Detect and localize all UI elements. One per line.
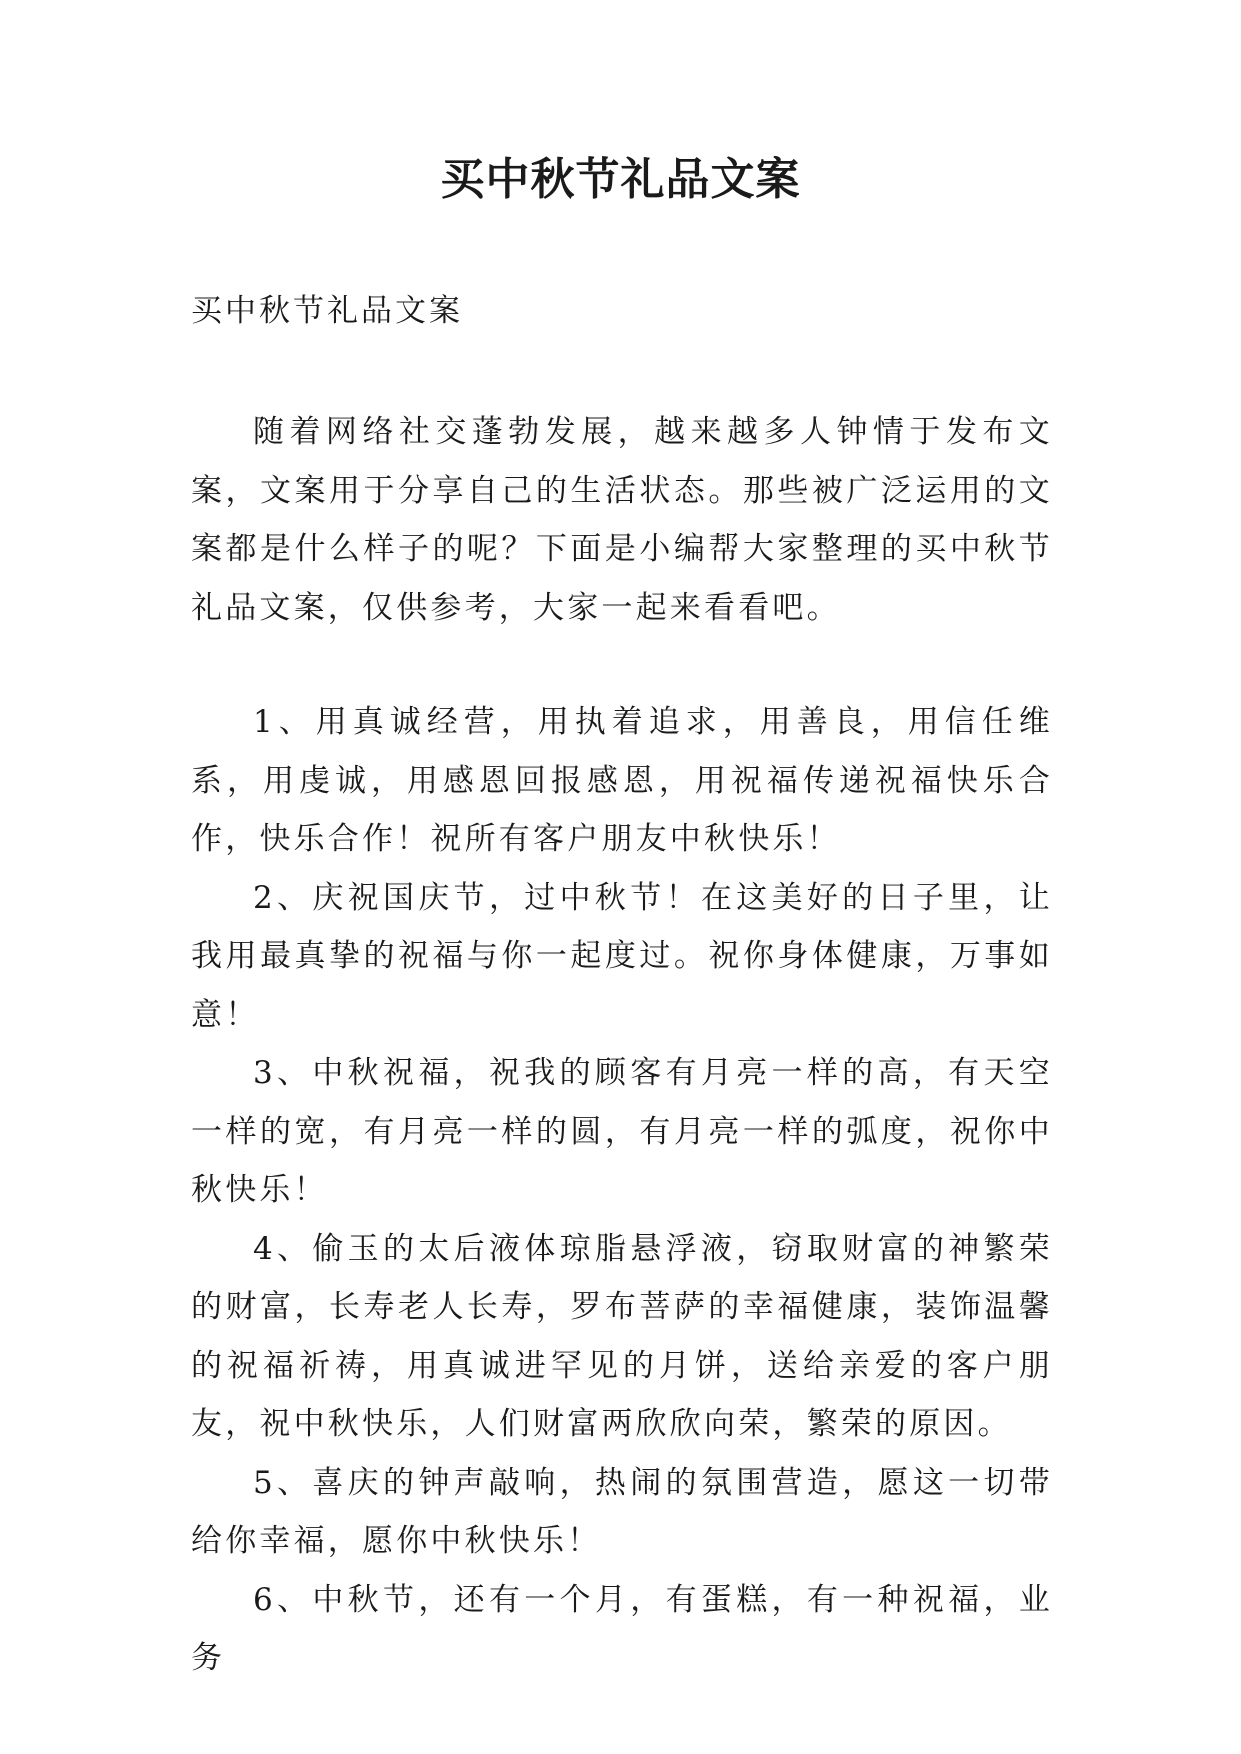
intro-section [191, 403, 1053, 637]
intro-paragraph: 随着网络社交蓬勃发展，越来越多人钟情于发布文案，文案用于分享自己的生活状态。那些被广泛运用的文案都是什么样子的呢？下面是小编帮大家整理的买中秋节礼品文案，仅供参考，大家一起来看看吧。 [191, 414, 1053, 626]
list-item: 1、用真诚经营，用执着追求，用善良，用信任维系，用虔诚，用感恩回报感恩，用祝福传递祝福快乐合作，快乐合作！祝所有客户朋友中秋快乐！ [191, 704, 1053, 857]
document-subtitle: 买中秋节礼品文案 [191, 293, 463, 329]
list-item: 3、中秋祝福，祝我的顾客有月亮一样的高，有天空一样的宽，有月亮一样的圆，有月亮一样的弧度，祝你中秋快乐！ [191, 1055, 1053, 1208]
list-item: 5、喜庆的钟声敲响，热闹的氛围营造，愿这一切带给你幸福，愿你中秋快乐！ [191, 1464, 1053, 1559]
items-section [191, 693, 1053, 1688]
list-item: 2、庆祝国庆节，过中秋节！在这美好的日子里，让我用最真挚的祝福与你一起度过。祝你身体健康，万事如意！ [191, 879, 1053, 1033]
document-title: 买中秋节礼品文案 [440, 154, 801, 205]
list-item: 6、中秋节，还有一个月，有蛋糕，有一种祝福，业务 [191, 1581, 1053, 1676]
list-item: 4、偷玉的太后液体琼脂悬浮液，窃取财富的神繁荣的财富，长寿老人长寿，罗布菩萨的幸福健康，装饰温馨的祝福祈祷，用真诚进罕见的月饼，送给亲爱的客户朋友，祝中秋快乐，人们财富两欣欣向荣，繁荣的原因。 [191, 1230, 1053, 1442]
